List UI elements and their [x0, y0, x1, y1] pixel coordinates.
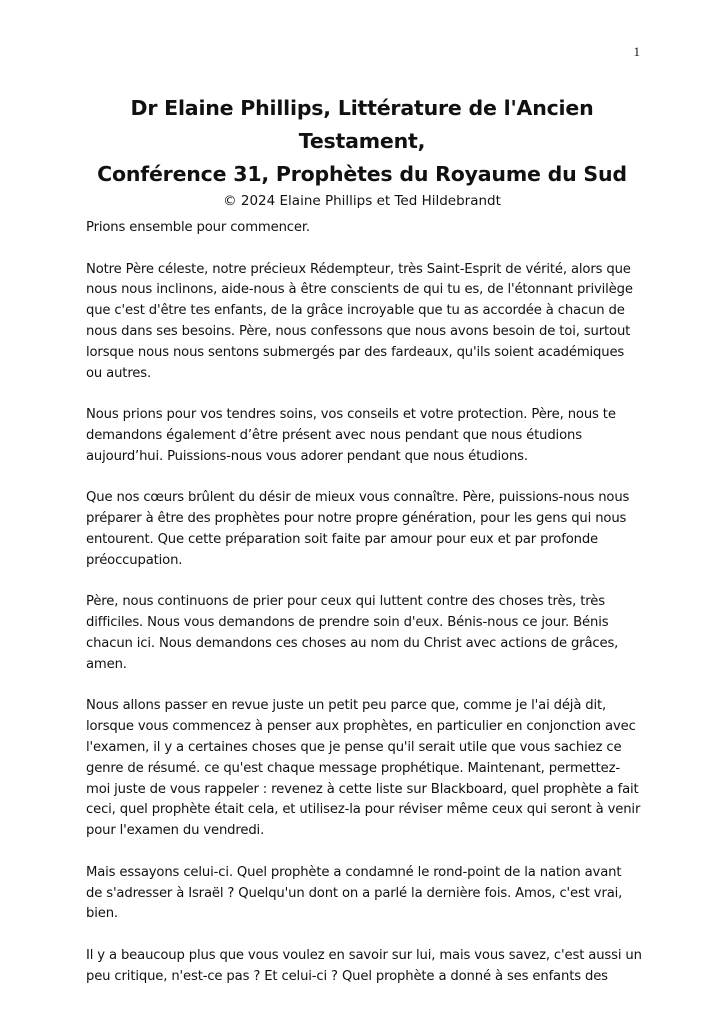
text-line: amen. — [86, 656, 127, 672]
text-line: peu critique, n'est-ce pas ? Et celui-ci ? Quel prophète a donné à ses enfants des — [86, 968, 608, 984]
document-header — [60, 92, 664, 211]
text-line: Il y a beaucoup plus que vous voulez en savoir sur lui, mais vous savez, c'est aussi un — [86, 947, 642, 963]
text-line: de s'adresser à Israël ? Quelqu'un dont on a parlé la dernière fois. Amos, c'est vrai, — [86, 885, 623, 901]
paragraph — [86, 260, 646, 385]
paragraph — [86, 863, 646, 925]
text-line: ceci, quel prophète était cela, et utilisez-la pour réviser même ceux qui seront à venir — [86, 802, 641, 818]
text-line: Nous prions pour vos tendres soins, vos conseils et votre protection. Père, nous te — [86, 407, 616, 423]
paragraph — [86, 696, 646, 842]
document-title-line-2: Testament, — [298, 129, 426, 153]
text-line: difficiles. Nous vous demandons de prendre soin d'eux. Bénis-nous ce jour. Bénis — [86, 615, 609, 631]
text-line: genre de résumé. ce qu'est chaque message prophétique. Maintenant, permettez- — [86, 760, 621, 776]
text-line: pour l'examen du vendredi. — [86, 823, 265, 839]
text-line: Notre Père céleste, notre précieux Rédempteur, très Saint-Esprit de vérité, alors que — [86, 261, 631, 277]
page-number: 1 — [633, 44, 640, 59]
document-title-line-1: Dr Elaine Phillips, Littérature de l'Ancien — [130, 96, 594, 120]
text-line: bien. — [86, 906, 118, 922]
text-line: demandons également d’être présent avec nous pendant que nous étudions — [86, 427, 582, 443]
text-line: lorsque nous nous sentons submergés par des fardeaux, qu'ils soient académiques — [86, 344, 625, 360]
text-line: chacun ici. Nous demandons ces choses au nom du Christ avec actions de grâces, — [86, 635, 619, 651]
paragraph — [86, 946, 646, 988]
text-line: nous dans ses besoins. Père, nous confessons que nous avons besoin de toi, surtout — [86, 323, 631, 339]
text-line: lorsque vous commencez à penser aux prophètes, en particulier en conjonction avec — [86, 719, 636, 735]
text-line: Que nos cœurs brûlent du désir de mieux vous connaître. Père, puissions-nous nous — [86, 490, 630, 506]
text-line: Nous allons passer en revue juste un petit peu parce que, comme je l'ai déjà dit, — [86, 698, 607, 714]
text-line: préparer à être des prophètes pour notre propre génération, pour les gens qui nous — [86, 511, 627, 527]
text-line: aujourd’hui. Puissions-nous vous adorer pendant que nous étudions. — [86, 448, 528, 464]
paragraph — [86, 488, 646, 571]
paragraph — [86, 218, 646, 239]
document-body — [86, 218, 646, 1008]
document-title-line-3: Conférence 31, Prophètes du Royaume du Sud — [97, 162, 627, 186]
text-line: entourent. Que cette préparation soit faite par amour pour eux et par profonde — [86, 531, 599, 547]
copyright-notice: © 2024 Elaine Phillips et Ted Hildebrandt — [223, 193, 501, 209]
text-line: ou autres. — [86, 365, 152, 381]
text-line: Mais essayons celui-ci. Quel prophète a condamné le rond-point de la nation avant — [86, 864, 622, 880]
text-line: que c'est d'être tes enfants, de la grâce incroyable que tu as accordée à chacun de — [86, 303, 625, 319]
text-line: nous nous inclinons, aide-nous à être conscients de qui tu es, de l'étonnant privilège — [86, 282, 633, 298]
text-line: moi juste de vous rappeler : revenez à cette liste sur Blackboard, quel prophète a fait — [86, 781, 639, 797]
text-line: Prions ensemble pour commencer. — [86, 220, 310, 235]
text-line: l'examen, il y a certaines choses que je pense qu'il serait utile que vous sachiez ce — [86, 739, 622, 755]
paragraph — [86, 405, 646, 467]
text-line: préoccupation. — [86, 552, 183, 568]
paragraph — [86, 592, 646, 675]
text-line: Père, nous continuons de prier pour ceux qui luttent contre des choses très, très — [86, 594, 605, 610]
